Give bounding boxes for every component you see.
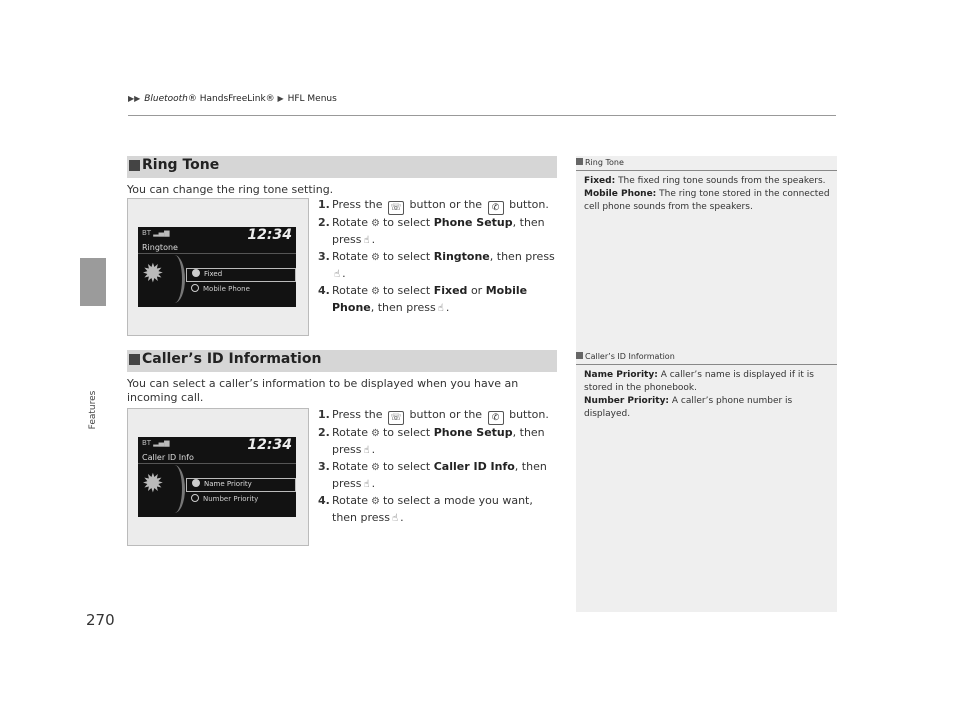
step-number: 1. (318, 198, 330, 211)
note-item (584, 395, 834, 421)
step-text: . (445, 301, 450, 314)
note-text: A caller’s name is displayed if it is stored in the phonebook. (584, 370, 814, 393)
note-header-callers-id (576, 352, 837, 365)
step-text: to select (382, 216, 431, 229)
screen-clock: 12:34 (247, 437, 292, 453)
page-number: 270 (86, 611, 115, 629)
radio-icon (191, 284, 199, 292)
step-bold: Fixed (433, 284, 468, 297)
note-item (584, 175, 834, 188)
breadcrumb-hfl: HandsFreeLink® (196, 94, 275, 104)
screen-label: Caller ID Info (142, 453, 194, 462)
ring-tone-screen-figure (127, 198, 309, 336)
step-text: . (400, 511, 404, 524)
note-header-ring-tone (576, 158, 837, 171)
step-text: . (371, 233, 376, 246)
step-bold: Ringtone (433, 250, 490, 263)
note-text: A caller’s phone number is displayed. (584, 396, 793, 419)
step-bold: Phone Setup (433, 426, 513, 439)
gear-icon: ✹ (142, 469, 164, 499)
step-number: 4. (318, 284, 330, 297)
screen-option-selected (186, 268, 296, 282)
note-square-icon (576, 352, 583, 359)
step (318, 425, 560, 459)
step-text: Rotate (332, 426, 369, 439)
step-text: button. (509, 408, 549, 421)
step-text: , then press (332, 460, 547, 490)
selector-knob-icon: ⚙ (371, 462, 380, 473)
step-text: button or the (409, 198, 483, 211)
step-number: 3. (318, 460, 330, 473)
press-knob-icon: ☝ (363, 445, 370, 456)
note-text: The ring tone stored in the connected cell phone sounds from the speakers. (584, 189, 830, 212)
step-bold: Caller ID Info (433, 460, 515, 473)
note-body-callers-id (584, 369, 834, 421)
radio-selected-icon (192, 479, 200, 487)
step-text: or (470, 284, 483, 297)
step-text: . (342, 267, 346, 280)
radio-selected-icon (192, 269, 200, 277)
step (318, 493, 560, 527)
step-bold: Phone Setup (433, 216, 513, 229)
screen-option-1: Name Priority (204, 480, 252, 488)
breadcrumb-arrow-icon: ▶▶ (128, 94, 141, 103)
step-number: 2. (318, 216, 330, 229)
status-icons: BT ▂▄▆ (142, 439, 170, 447)
step (318, 459, 560, 493)
header-divider (128, 115, 836, 116)
section-square-icon (129, 354, 140, 365)
screen-option-unselected (186, 284, 250, 293)
breadcrumb-bluetooth: Bluetooth (144, 94, 188, 104)
step-text: . (371, 443, 376, 456)
section-square-icon (129, 160, 140, 171)
screen-option-1: Fixed (204, 270, 223, 278)
selector-arc (164, 255, 185, 303)
step-text: , then press (370, 301, 436, 314)
breadcrumb-reg: ® (187, 94, 197, 104)
screen-option-2: Mobile Phone (203, 285, 250, 293)
ring-tone-steps (318, 197, 560, 317)
selector-knob-icon: ⚙ (371, 286, 380, 297)
note-term: Mobile Phone: (584, 189, 657, 199)
step-text: Rotate (332, 284, 369, 297)
callers-id-screen (138, 437, 296, 517)
step-text: to select (382, 284, 431, 297)
callers-id-intro: You can select a caller’s information to be displayed when you have an incoming call. (127, 377, 519, 404)
step (318, 215, 560, 249)
step (318, 283, 560, 317)
step-text: to select (382, 426, 431, 439)
radio-icon (191, 494, 199, 502)
screen-label: Ringtone (142, 243, 178, 252)
phone-icon: ☏ (388, 201, 404, 215)
screen-option-2: Number Priority (203, 495, 259, 503)
breadcrumb (128, 94, 337, 104)
pickup-icon: ✆ (488, 411, 504, 425)
step-text: , then press (332, 426, 545, 456)
note-term: Fixed: (584, 176, 616, 186)
step-text: to select (382, 250, 431, 263)
side-tab-marker (80, 258, 106, 306)
note-term: Name Priority: (584, 370, 658, 380)
note-text: The fixed ring tone sounds from the speakers. (618, 176, 826, 186)
side-label (80, 380, 106, 440)
press-knob-icon: ☝ (363, 235, 370, 246)
press-knob-icon: ☝ (392, 513, 399, 524)
screen-option-unselected (186, 494, 258, 503)
step-text: , then press (332, 216, 545, 246)
step-number: 3. (318, 250, 330, 263)
step-text: Rotate (332, 250, 369, 263)
breadcrumb-menus: HFL Menus (287, 94, 337, 104)
step (318, 407, 560, 425)
section-title-callers-id: Caller’s ID Information (142, 351, 322, 367)
step-text: button or the (409, 408, 483, 421)
press-knob-icon: ☝ (437, 303, 444, 314)
phone-icon: ☏ (388, 411, 404, 425)
section-header-callers-id (127, 350, 557, 372)
note-title: Ring Tone (585, 158, 624, 167)
breadcrumb-arrow-icon-2: ▶ (277, 94, 284, 103)
step-text: . (371, 477, 376, 490)
selector-knob-icon: ⚙ (371, 428, 380, 439)
step-text: , then press (489, 250, 555, 263)
section-header-ring-tone (127, 156, 557, 178)
gear-icon: ✹ (142, 259, 164, 289)
step-text: Rotate (332, 216, 369, 229)
step-text: to select (382, 460, 431, 473)
step (318, 249, 560, 283)
step-text: Press the (332, 408, 383, 421)
step-text: to select a mode you want, then press (332, 494, 533, 524)
screen-option-selected (186, 478, 296, 492)
callers-id-steps (318, 407, 560, 527)
status-icons: BT ▂▄▆ (142, 229, 170, 237)
note-item (584, 369, 834, 395)
step-text: Press the (332, 198, 383, 211)
press-knob-icon: ☝ (363, 479, 370, 490)
ring-tone-screen (138, 227, 296, 307)
selector-arc (164, 465, 185, 513)
note-item (584, 188, 834, 214)
screen-clock: 12:34 (247, 227, 292, 243)
side-label-text: Features (88, 390, 98, 430)
step-number: 1. (318, 408, 330, 421)
note-term: Number Priority: (584, 396, 670, 406)
screen-divider (138, 253, 296, 254)
screen-divider (138, 463, 296, 464)
selector-knob-icon: ⚙ (371, 252, 380, 263)
section-title-ring-tone: Ring Tone (142, 157, 220, 173)
selector-knob-icon: ⚙ (371, 496, 380, 507)
selector-knob-icon: ⚙ (371, 218, 380, 229)
pickup-icon: ✆ (488, 201, 504, 215)
step-text: button. (509, 198, 549, 211)
step-bold: Mobile Phone (332, 284, 528, 314)
step-text: Rotate (332, 494, 369, 507)
step-number: 2. (318, 426, 330, 439)
step (318, 197, 560, 215)
step-text: Rotate (332, 460, 369, 473)
press-knob-icon: ☝ (334, 269, 341, 280)
ring-tone-intro: You can change the ring tone setting. (127, 183, 334, 196)
step-number: 4. (318, 494, 330, 507)
note-title: Caller’s ID Information (585, 352, 675, 361)
note-body-ring-tone (584, 175, 834, 214)
callers-id-screen-figure (127, 408, 309, 546)
note-square-icon (576, 158, 583, 165)
